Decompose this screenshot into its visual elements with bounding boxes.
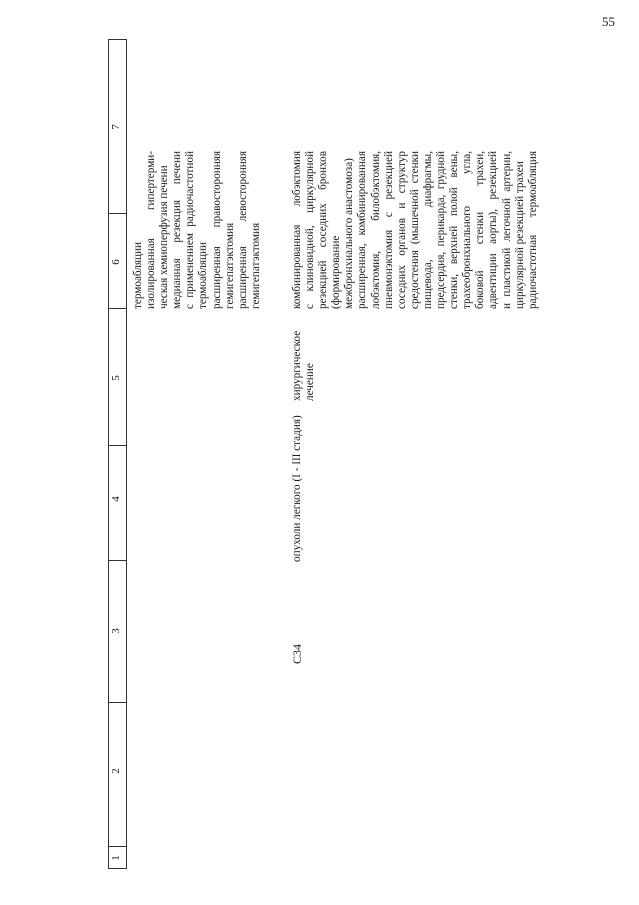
col-divider <box>108 846 126 847</box>
rotated-table <box>108 39 588 869</box>
row2-col4-diagnosis: опухоли легкого (I - III стадия) <box>291 415 303 562</box>
row2-col3-code: C34 <box>290 643 304 664</box>
row2-col5-treatment: хирургическое лечение <box>291 330 317 401</box>
header-col-5: 5 <box>110 375 122 381</box>
col-divider <box>108 560 126 561</box>
row1-col6-methods: термоабляции изолированная гипертерми- ческая хемиоперфузия печени медианная резекция печени с применением радиочастотной термоабляции расширенная правосторонняя гемигепатэктомия расширенная левосторонняя гемигепатэктомия <box>132 151 262 309</box>
header-col-6: 6 <box>110 259 122 265</box>
header-col-7: 7 <box>110 124 122 130</box>
col-divider <box>108 308 126 309</box>
header-col-4: 4 <box>110 496 122 502</box>
header-col-1: 1 <box>110 855 122 861</box>
header-col-3: 3 <box>110 628 122 634</box>
col-divider <box>108 39 126 40</box>
header-col-2: 2 <box>110 768 122 774</box>
col-divider <box>108 445 126 446</box>
page-number: 55 <box>602 14 615 29</box>
col-divider <box>108 868 126 869</box>
row2-col6-methods: комбинированная лобэктомия с клиновидной, циркулярной резекцией соседних бронхов (формирование межбронхиального анастомоза) расширенная, комбинированная лобэктомия, билобэктомия, пневмонэктомия с резекцией соседних органов и структур средостения (мышечной стенки пищевода, диафрагмы, предсердия, перикарда, грудной стенки, верхней полой вены, трахеобронхиального угла, боковой стенки трахеи, адвентиции аорты), резекцией и пластикой легочной артерии, циркулярной резекцией трахеи радиочастотная термоабляция <box>291 151 539 309</box>
header-bottom-border <box>126 39 127 869</box>
col-divider <box>108 213 126 214</box>
table-top-border <box>108 39 109 869</box>
col-divider <box>108 702 126 703</box>
